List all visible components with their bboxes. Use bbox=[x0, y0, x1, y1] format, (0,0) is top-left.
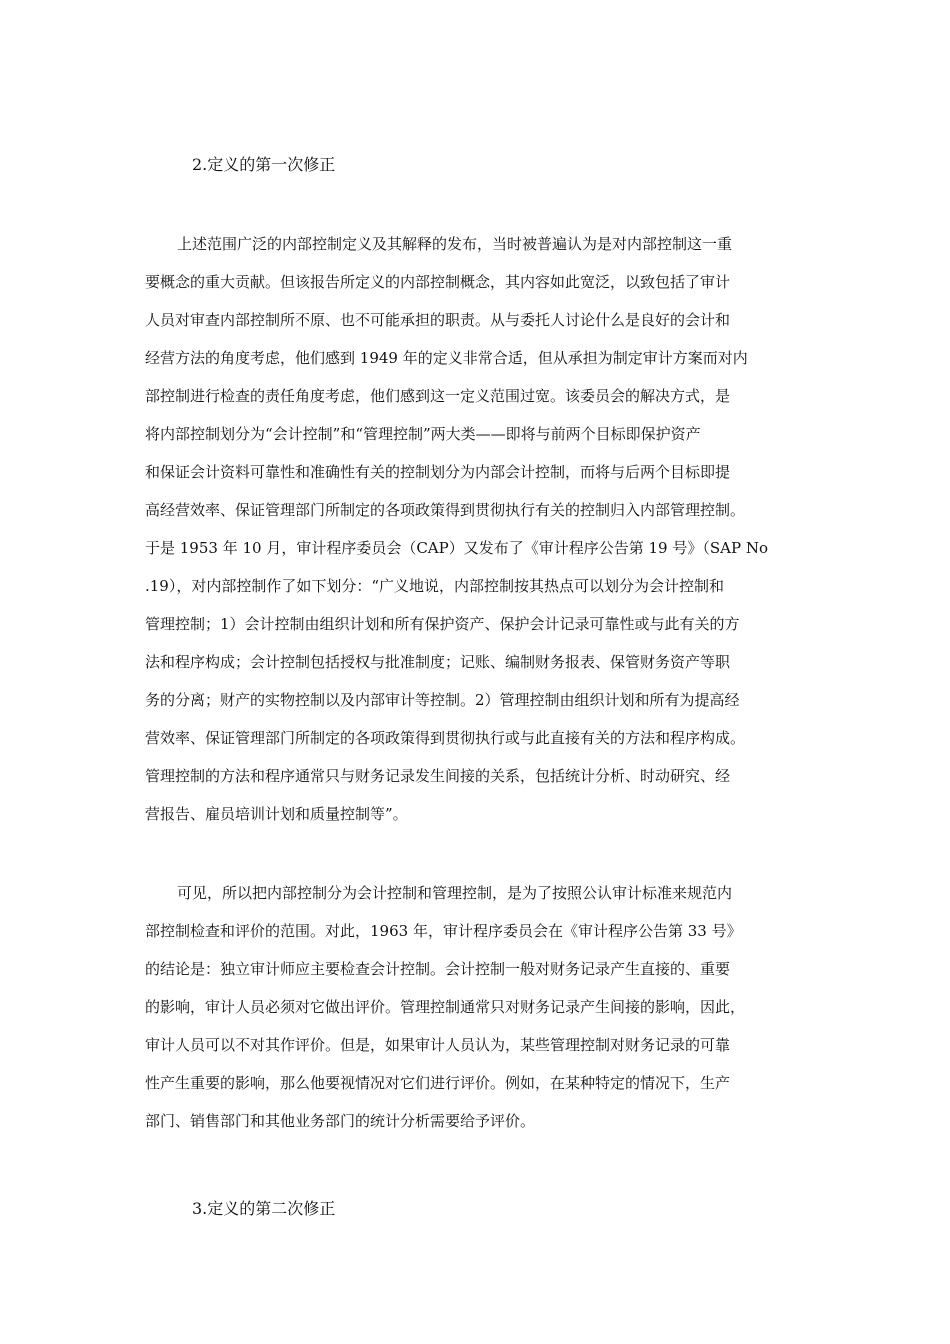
text-line: 于是 1953 年 10 月，审计程序委员会（CAP）又发布了《审计程序公告第 19 号》（SAP No bbox=[145, 539, 768, 557]
text-line: 部控制进行检查的责任角度考虑，他们感到这一定义范围过宽。该委员会的解决方式，是 bbox=[145, 387, 731, 405]
text-line: 要概念的重大贡献。但该报告所定义的内部控制概念，其内容如此宽泛，以致包括了审计 bbox=[145, 273, 731, 291]
text-line: 的结论是：独立审计师应主要检查会计控制。会计控制一般对财务记录产生直接的、重要 bbox=[145, 960, 731, 978]
text-line: 将内部控制划分为“会计控制”和“管理控制”两大类——即将与前两个目标即保护资产 bbox=[145, 425, 701, 443]
text-line: 可见，所以把内部控制分为会计控制和管理控制，是为了按照公认审计标准来规范内 bbox=[177, 884, 733, 902]
text-line: 营报告、雇员培训计划和质量控制等”。 bbox=[145, 805, 408, 823]
text-line: 人员对审查内部控制所不原、也不可能承担的职责。从与委托人讨论什么是良好的会计和 bbox=[145, 311, 731, 329]
text-line: 部门、销售部门和其他业务部门的统计分析需要给予评价。 bbox=[145, 1112, 536, 1130]
text-line: 上述范围广泛的内部控制定义及其解释的发布，当时被普遍认为是对内部控制这一重 bbox=[177, 235, 733, 253]
text-line: .19），对内部控制作了如下划分：“广义地说，内部控制按其热点可以划分为会计控制和 bbox=[145, 577, 725, 595]
section-heading-2: 2.定义的第一次修正 bbox=[192, 155, 336, 174]
section-heading-3: 3.定义的第二次修正 bbox=[192, 1199, 336, 1218]
text-line: 和保证会计资料可靠性和准确性有关的控制划分为内部会计控制，而将与后两个目标即提 bbox=[145, 463, 731, 481]
text-line: 部控制检查和评价的范围。对此，1963 年，审计程序委员会在《审计程序公告第 33 号》 bbox=[145, 922, 742, 940]
text-line: 管理控制；1）会计控制由组织计划和所有保护资产、保护会计记录可靠性或与此有关的方 bbox=[145, 615, 740, 633]
text-line: 营效率、保证管理部门所制定的各项政策得到贯彻执行或与此直接有关的方法和程序构成。 bbox=[145, 729, 746, 747]
text-line: 的影响，审计人员必须对它做出评价。管理控制通常只对财务记录产生间接的影响，因此， bbox=[145, 998, 746, 1016]
text-line: 经营方法的角度考虑，他们感到 1949 年的定义非常合适，但从承担为制定审计方案而对内 bbox=[145, 349, 748, 367]
text-line: 管理控制的方法和程序通常只与财务记录发生间接的关系，包括统计分析、时动研究、经 bbox=[145, 767, 731, 785]
text-line: 性产生重要的影响，那么他要视情况对它们进行评价。例如，在某种特定的情况下，生产 bbox=[145, 1074, 731, 1092]
text-line: 高经营效率、保证管理部门所制定的各项政策得到贯彻执行有关的控制归入内部管理控制。 bbox=[145, 501, 746, 519]
text-line: 法和程序构成；会计控制包括授权与批准制度；记账、编制财务报表、保管财务资产等职 bbox=[145, 653, 731, 671]
text-line: 务的分离；财产的实物控制以及内部审计等控制。2）管理控制由组织计划和所有为提高经 bbox=[145, 691, 740, 709]
text-line: 审计人员可以不对其作评价。但是，如果审计人员认为，某些管理控制对财务记录的可靠 bbox=[145, 1036, 731, 1054]
